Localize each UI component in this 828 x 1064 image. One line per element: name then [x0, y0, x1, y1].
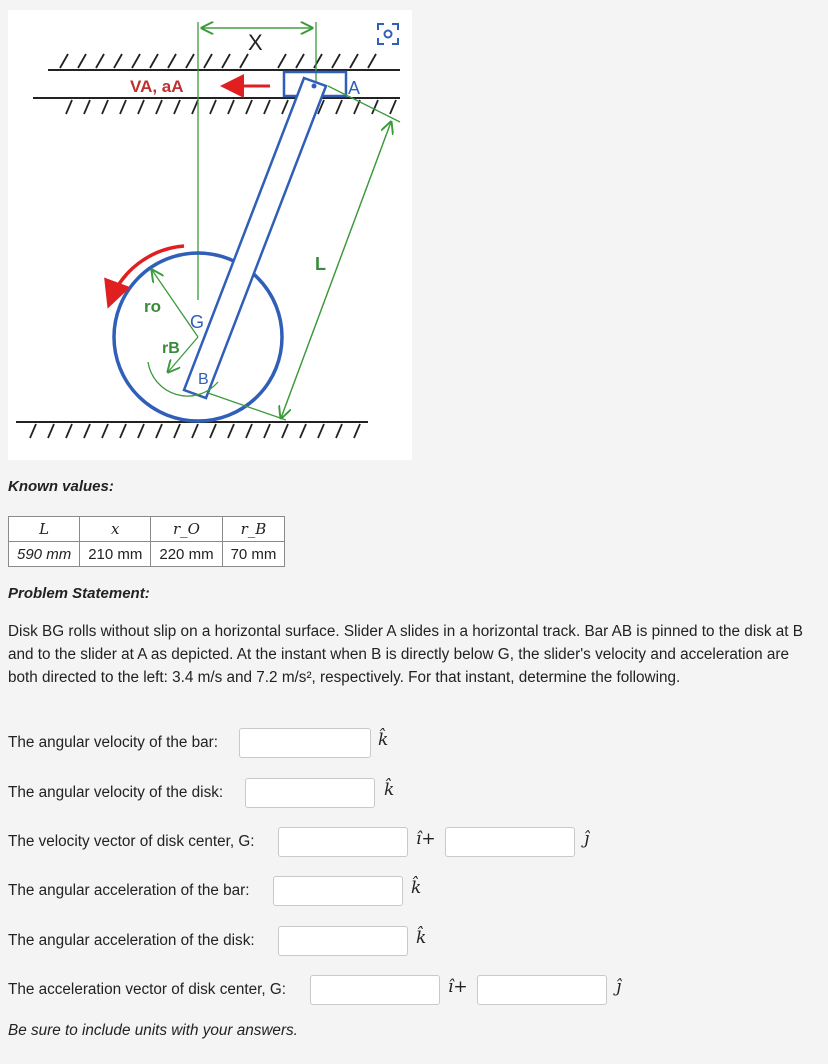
disk-angular-velocity-input[interactable] — [245, 778, 375, 808]
bar-angular-velocity-input[interactable] — [239, 728, 371, 758]
problem-statement-heading: Problem Statement: — [8, 585, 150, 602]
k-hat-unit: k̂ — [384, 780, 395, 800]
j-hat-unit: ĵ — [616, 977, 622, 997]
header-ro: r_O — [151, 517, 222, 542]
header-l: L — [9, 517, 80, 542]
rb-label: rB — [162, 340, 180, 357]
g-acceleration-i-input[interactable] — [310, 975, 440, 1005]
b-label: B — [198, 371, 209, 388]
problem-statement-text: Disk BG rolls without slip on a horizontal surface. Slider A slides in a horizontal track. Bar AB is pinned to the disk at B and to the slider at A as depicted. At the instant when B is directly below G, the slider's velocity and acceleration are both directed to the left: 3.4 m/s and 7.2 m/s², respectively. For that instant, determine the following. — [8, 623, 803, 686]
question-label: The angular velocity of the bar: — [8, 734, 219, 751]
g-acceleration-j-input[interactable] — [477, 975, 607, 1005]
g-velocity-j-input[interactable] — [445, 827, 575, 857]
question-row-bar-angular-velocity — [8, 726, 218, 760]
disk-angular-acceleration-input[interactable] — [278, 926, 408, 956]
pin-a — [312, 84, 317, 89]
velocity-acceleration-label: VA, aA — [130, 77, 184, 96]
expand-icon[interactable] — [378, 24, 398, 44]
k-hat-unit: k̂ — [416, 928, 427, 948]
known-values-table — [8, 516, 285, 567]
header-x: x — [80, 517, 151, 542]
x-label: X — [248, 30, 263, 55]
question-row-disk-angular-velocity — [8, 776, 223, 810]
question-row-g-acceleration — [8, 973, 286, 1007]
question-row-disk-angular-acceleration — [8, 924, 255, 958]
known-values-heading: Known values: — [8, 478, 114, 495]
question-label: The velocity vector of disk center, G: — [8, 833, 255, 850]
bar-angular-acceleration-input[interactable] — [273, 876, 403, 906]
j-hat-unit: ĵ — [584, 829, 590, 849]
i-hat-unit: î+ — [448, 977, 468, 997]
question-row-g-velocity — [8, 825, 255, 859]
header-rb: r_B — [222, 517, 285, 542]
l-label: L — [315, 254, 326, 274]
value-x: 210 mm — [80, 542, 151, 567]
i-hat-unit: î+ — [416, 829, 436, 849]
question-label: The angular velocity of the disk: — [8, 784, 224, 801]
disk-rotation-arrow — [110, 246, 184, 302]
question-label: The acceleration vector of disk center, G: — [8, 981, 287, 998]
value-ro: 220 mm — [151, 542, 222, 567]
ro-label: ro — [144, 297, 161, 316]
ground-surface — [16, 422, 368, 438]
question-label: The angular acceleration of the disk: — [8, 932, 255, 949]
value-l: 590 mm — [9, 542, 80, 567]
slider-a-label: A — [348, 78, 361, 98]
g-label: G — [190, 312, 205, 332]
k-hat-unit: k̂ — [378, 730, 389, 750]
value-rb: 70 mm — [222, 542, 285, 567]
question-row-bar-angular-acceleration — [8, 874, 250, 908]
mechanism-diagram — [8, 10, 412, 460]
question-label: The angular acceleration of the bar: — [8, 882, 250, 899]
units-reminder: Be sure to include units with your answers. — [8, 1022, 298, 1039]
mechanism-figure — [8, 10, 412, 460]
g-velocity-i-input[interactable] — [278, 827, 408, 857]
k-hat-unit: k̂ — [411, 878, 422, 898]
bar-ab — [184, 78, 326, 398]
